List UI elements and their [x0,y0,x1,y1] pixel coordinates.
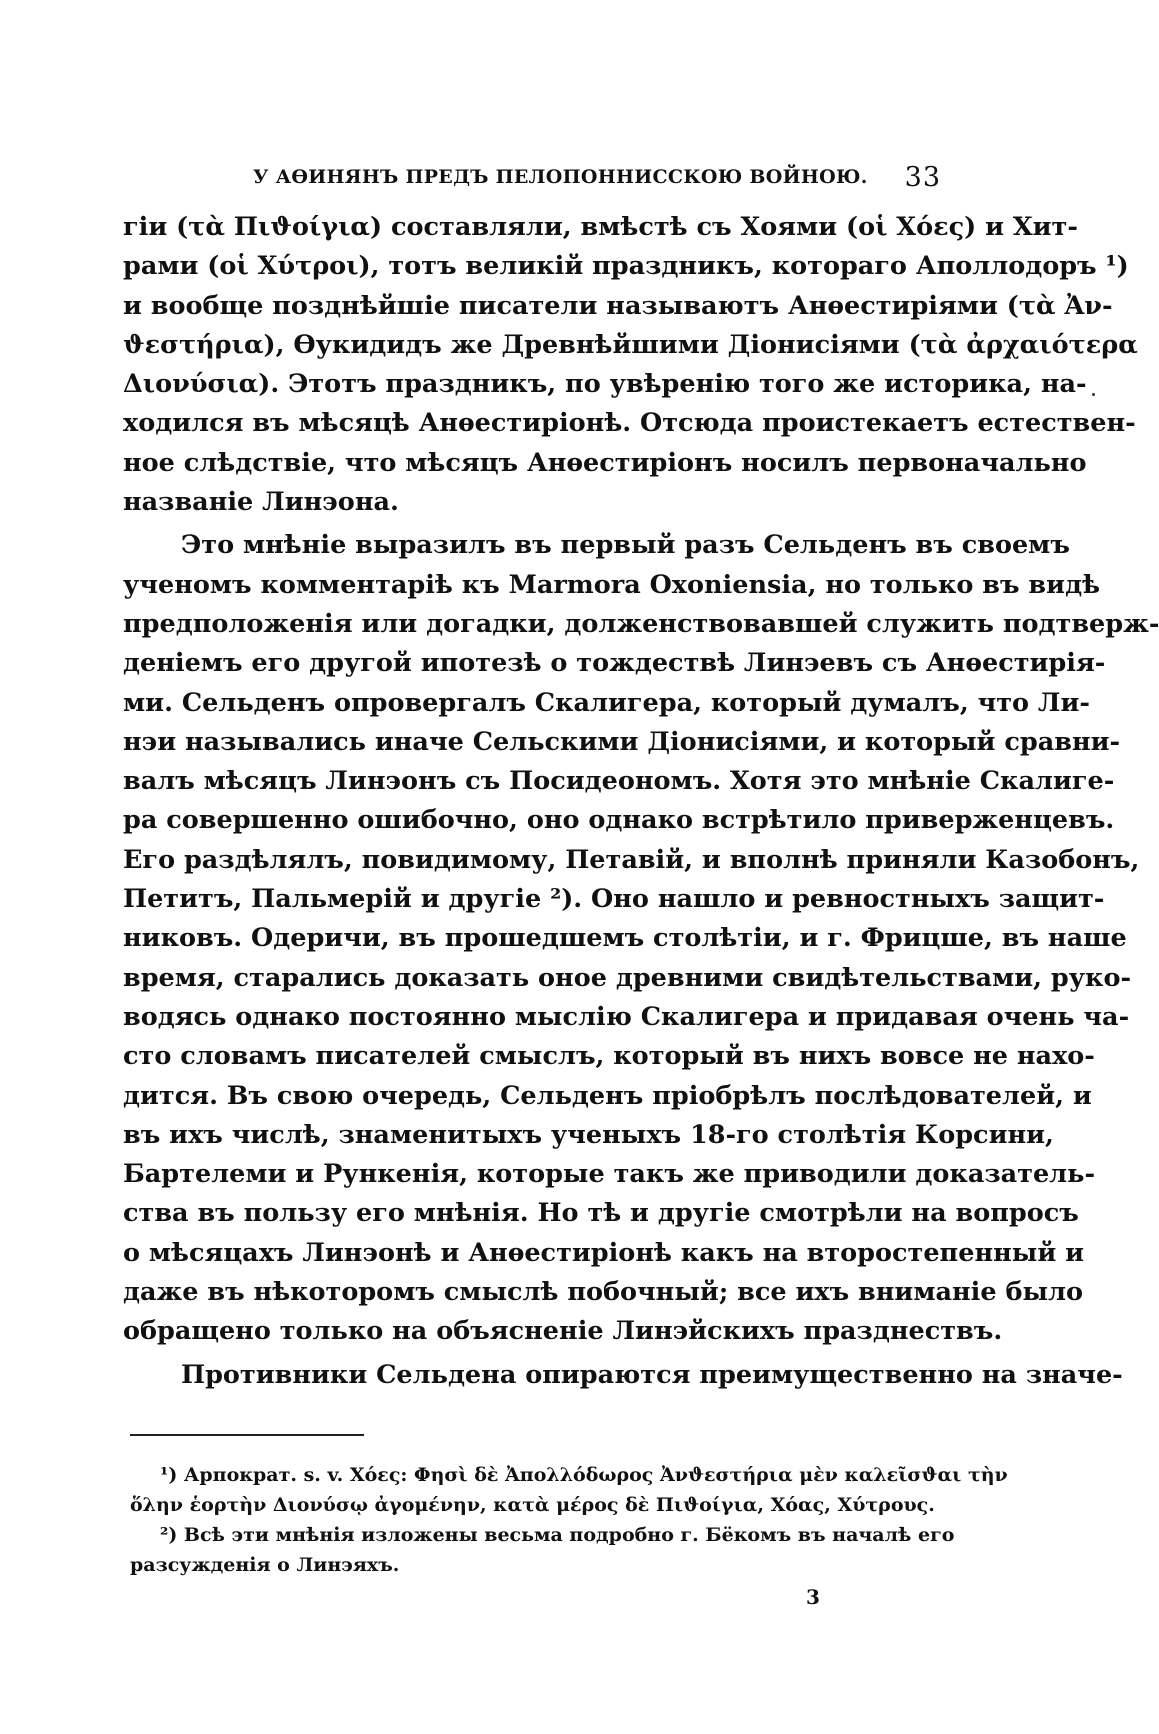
text-line: даже въ нѣкоторомъ смыслѣ побочный; все ихъ вниманіе было [123,1277,1083,1308]
running-head-title: У АѲИНЯНЪ ПРЕДЪ ПЕЛОПОННИССКОЮ ВОЙНОЮ. [253,166,868,188]
text-line: Διονύσια). Этотъ праздникъ, по увѣренію того же историка, на- [123,369,1087,400]
text-line: названіе Линэона. [123,487,399,518]
text-line: предположенія или догадки, долженствовавшей служить подтверж- [123,608,1159,639]
text-line: ученомъ комментаріѣ къ Marmora Oxoniensia, но только въ видѣ [123,569,1100,600]
text-line: о мѣсяцахъ Линэонѣ и Анѳестиріонѣ какъ на второстепенный и [123,1237,1085,1268]
signature-mark: 3 [806,1585,820,1609]
footnote [130,1460,1008,1520]
footnote-line: ὅλην ἑορτὴν Διονύσῳ ἀγομένην, κατὰ μέρος δὲ Πιϑοίγια, Χόας, Χύτρους. [130,1494,935,1516]
text-line: Петитъ, Пальмерій и другіе ²). Оно нашло и ревностныхъ защит- [123,884,1105,915]
footnotes [130,1460,1008,1580]
text-line: нэи назывались иначе Сельскими Діонисіями, и который сравни- [123,726,1121,757]
text-line: деніемъ его другой ипотезѣ о тождествѣ Линэевъ съ Анѳестирія- [123,648,1106,679]
print-speck [1092,393,1095,396]
text-line: сто словамъ писателей смыслъ, который въ нихъ вовсе не нахо- [123,1041,1095,1072]
footnote-line: ¹) Арпократ. s. v. Χόες: Φησὶ δὲ Ἀπολλόδωρος Ἀνϑεστήρια μὲν καλεῖσϑαι τὴν [160,1464,1008,1486]
text-line: ходился въ мѣсяцѣ Анѳестиріонѣ. Отсюда проистекаетъ естествен- [123,408,1136,439]
text-line: ства въ пользу его мнѣнія. Но тѣ и другіе смотрѣли на вопросъ [123,1198,1079,1229]
text-line: Его раздѣлялъ, повидимому, Петавій, и вполнѣ приняли Казобонъ, [123,844,1140,875]
paragraph [123,526,1159,1351]
text-line: обращено только на объясненіе Линэйскихъ празднествъ. [123,1316,1003,1347]
text-line: дится. Въ свою очередь, Сельденъ пріобрѣлъ послѣдователей, и [123,1080,1092,1111]
text-line: ϑεστήρια), Ѳукидидъ же Древнѣйшими Діонисіями (τὰ ἀρχαιότερα [123,329,1138,360]
paragraph [123,208,1138,522]
text-line: Бартелеми и Рункенія, которые такъ же приводили доказатель- [123,1159,1096,1190]
text-line: ми. Сельденъ опровергалъ Скалигера, который думалъ, что Ли- [123,687,1090,718]
footnote-rule [130,1434,364,1436]
text-line: Противники Сельдена опираются преимущественно на значе- [181,1359,1123,1390]
text-line: гіи (τὰ Πιϑοίγια) составляли, вмѣстѣ съ Хоями (οἱ Χόες) и Хит- [123,212,1078,242]
text-line: и вообще позднѣйшіе писатели называютъ Анѳестиріями (τὰ Ἀν- [123,290,1113,321]
main-text [123,208,1159,1395]
running-head [253,162,945,194]
footnote-line: ²) Всѣ эти мнѣнія изложены весьма подробно г. Бёкомъ въ началѣ его [160,1524,955,1546]
text-line: рами (οἱ Χύτροι), тотъ великій праздникъ, котораго Аполлодоръ ¹) [123,251,1129,282]
footnote-line: разсужденія о Линэяхъ. [130,1554,400,1576]
text-line: ра совершенно ошибочно, оно однако встрѣтило приверженцевъ. [123,805,1115,836]
text-line: валъ мѣсяцъ Линэонъ съ Посидеономъ. Хотя это мнѣніе Скалиге- [123,766,1115,797]
text-line: въ ихъ числѣ, знаменитыхъ ученыхъ 18-го столѣтія Корсини, [123,1119,1054,1150]
footnote [130,1520,955,1580]
text-line: ное слѣдствіе, что мѣсяцъ Анѳестиріонъ носилъ первоначально [123,447,1087,478]
page-number: 33 [904,162,941,193]
text-line: Это мнѣніе выразилъ въ первый разъ Сельденъ въ своемъ [181,530,1070,561]
paragraph [123,1356,1123,1395]
text-line: никовъ. Одеричи, въ прошедшемъ столѣтіи, и г. Фрицше, въ наше [123,923,1127,954]
text-line: время, старались доказать оное древними свидѣтельствами, руко- [123,962,1132,993]
text-line: водясь однако постоянно мыслію Скалигера и придавая очень ча- [123,1001,1130,1032]
